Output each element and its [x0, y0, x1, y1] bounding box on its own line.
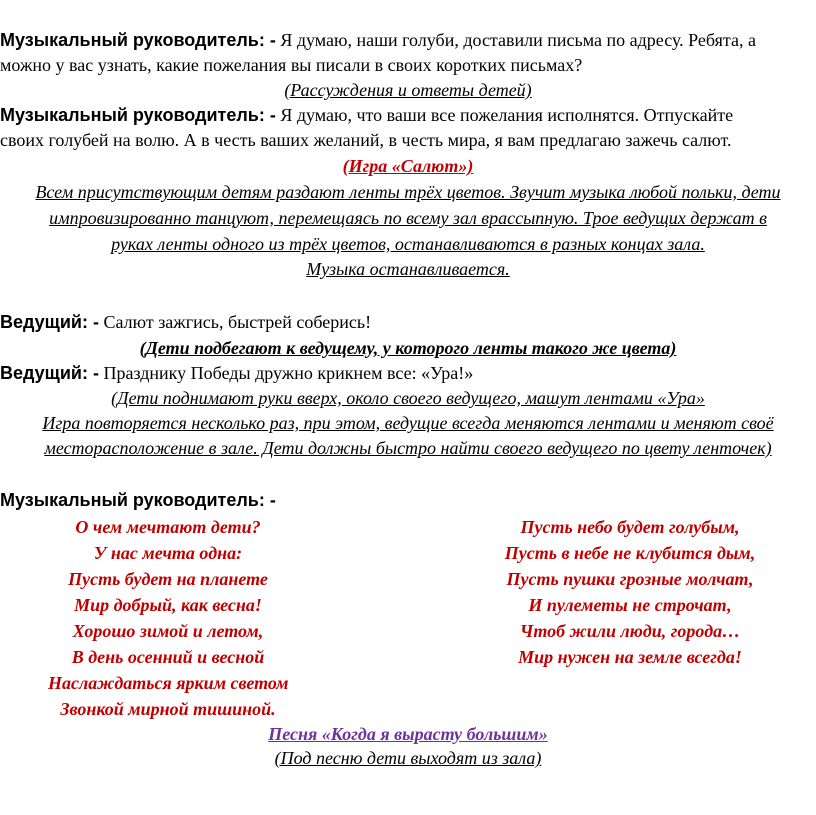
- paragraph-2-line-1: [0, 103, 733, 127]
- speaker-label: Ведущий: -: [0, 363, 99, 383]
- game-title: (Игра «Салют»): [342, 156, 474, 176]
- game-description-line: руках ленты одного из трёх цветов, останавливаются в разных концах зала.: [111, 234, 705, 254]
- stage-note: (Дети подбегают к ведущему, у которого ленты такого же цвета): [139, 338, 677, 358]
- speech-text: Я думаю, наши голуби, доставили письма по адресу. Ребята, а: [275, 30, 756, 50]
- stage-note: (Рассуждения и ответы детей): [284, 80, 532, 100]
- speaker-label: Музыкальный руководитель: -: [0, 490, 276, 510]
- speech-text: Салют зажгись, быстрей соберись!: [98, 312, 372, 332]
- song-title: Песня «Когда я вырасту большим»: [268, 724, 548, 744]
- stage-note: (Под песню дети выходят из зала): [274, 748, 542, 768]
- poem-line: Наслаждаться ярким светом: [48, 673, 289, 693]
- host-line-2: [0, 361, 473, 385]
- poem-line: Звонкой мирной тишиной.: [60, 699, 276, 719]
- paragraph-1-line-1: [0, 28, 756, 52]
- poem-line: Хорошо зимой и летом,: [72, 621, 264, 641]
- poem-line: О чем мечтают дети?: [75, 517, 261, 537]
- host-line-1: [0, 310, 371, 334]
- poem-line: Пусть будет на планете: [68, 569, 268, 589]
- game-description-line: Всем присутствующим детям раздают ленты трёх цветов. Звучит музыка любой польки, дети: [35, 182, 781, 202]
- stage-note-line: месторасположение в зале. Дети должны быстро найти своего ведущего по цвету ленточек): [44, 438, 772, 458]
- poem-line: Пусть пушки грозные молчат,: [506, 569, 754, 589]
- speaker-label: Музыкальный руководитель: -: [0, 30, 276, 50]
- game-description-line: Музыка останавливается.: [306, 259, 510, 279]
- game-description-line: импровизированно танцуют, перемещаясь по всему зал врассыпную. Трое ведущих держат в: [49, 208, 767, 228]
- paragraph-2-line-2: своих голубей на волю. А в честь ваших желаний, в честь мира, я вам предлагаю зажечь салют.: [0, 130, 732, 150]
- poem-left-column: [48, 514, 288, 722]
- paragraph-1-line-2: можно у вас узнать, какие пожелания вы писали в своих коротких письмах?: [0, 55, 583, 75]
- poem-line: Пусть небо будет голубым,: [520, 517, 740, 537]
- stage-note-line: (Дети поднимают руки вверх, около своего ведущего, машут лентами «Ура»: [111, 388, 705, 408]
- poem-line: Пусть в небе не клубится дым,: [504, 543, 756, 563]
- speaker-label: Ведущий: -: [0, 312, 99, 332]
- poem-right-column: [470, 514, 790, 670]
- poem-line: Мир добрый, как весна!: [74, 595, 262, 615]
- poem-line: Чтоб жили люди, города…: [519, 621, 741, 641]
- speech-text: Я думаю, что ваши все пожелания исполнятся. Отпускайте: [275, 105, 734, 125]
- stage-note-line: Игра повторяется несколько раз, при этом, ведущие всегда меняются лентами и меняют своё: [42, 413, 774, 433]
- poem-line: В день осенний и весной: [71, 647, 265, 667]
- poem-line: Мир нужен на земле всегда!: [518, 647, 742, 667]
- poem-line: И пулеметы не строчат,: [528, 595, 732, 615]
- poem-line: У нас мечта одна:: [93, 543, 243, 563]
- speech-text: Празднику Победы дружно крикнем все: «Ура!»: [98, 363, 474, 383]
- speaker-label: Музыкальный руководитель: -: [0, 105, 276, 125]
